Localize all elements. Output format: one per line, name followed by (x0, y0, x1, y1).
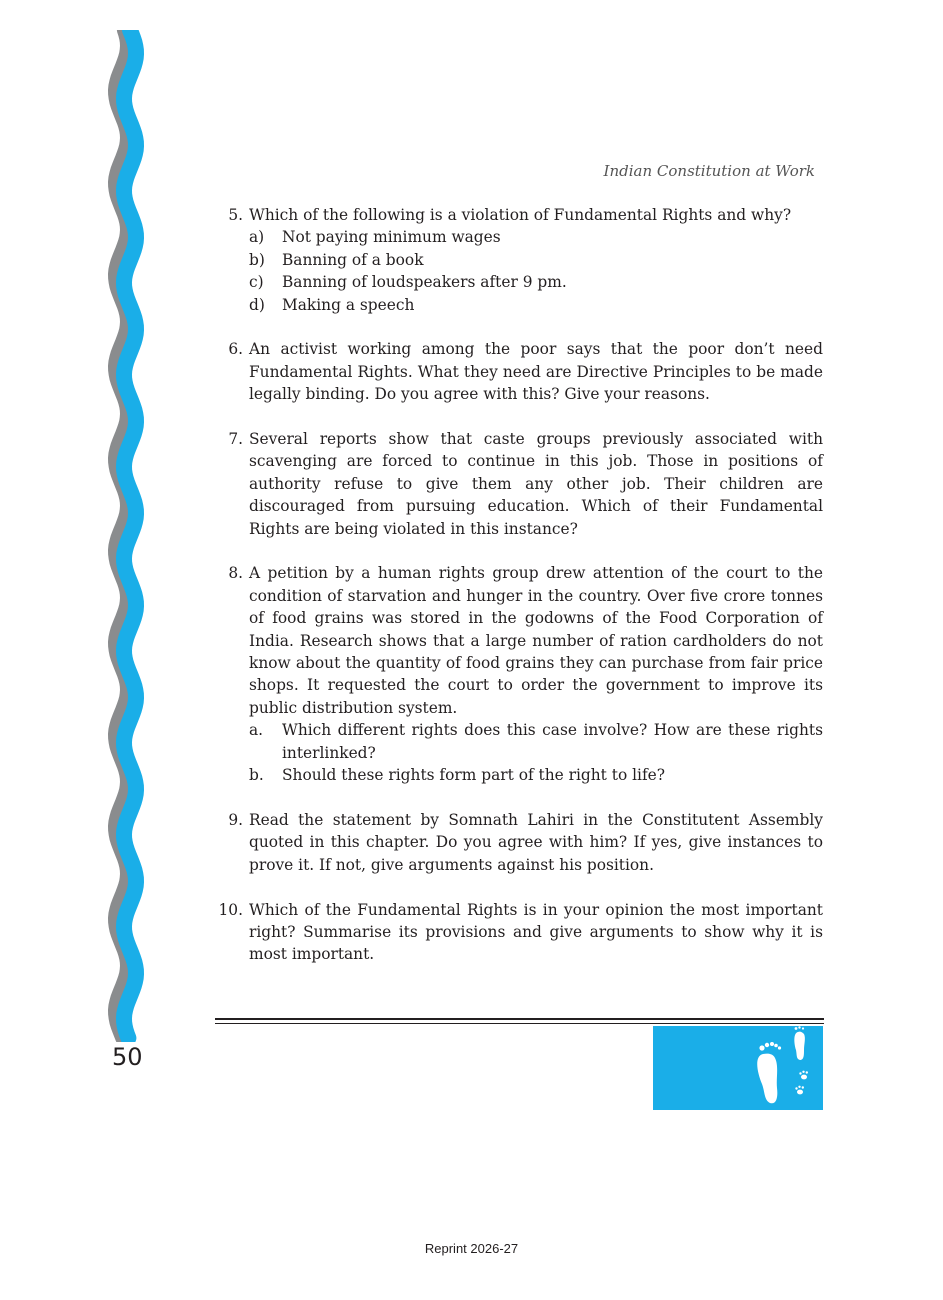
question-text: Several reports show that caste groups previously associated with scavenging are forced to continue in this job. Those in positions of authority refuse to give them any other job. Their children are discouraged from pursuing education. Which of their Fundamental Rights are being violated in this instance? (249, 430, 823, 538)
option-label: c) (249, 273, 264, 292)
margin-wave-ribbon (100, 30, 160, 1042)
option-label: d) (249, 295, 265, 314)
option-b (249, 249, 823, 271)
option-c (249, 271, 823, 293)
footer-rule-thin (215, 1023, 824, 1024)
option-label: b) (249, 250, 265, 269)
option-a (249, 719, 823, 764)
question-10 (215, 899, 823, 966)
reprint-notice: Reprint 2026-27 (424, 1241, 519, 1256)
option-text: Which different rights does this case involve? How are these rights interlinked? (282, 721, 823, 762)
question-8 (215, 562, 823, 786)
question-number: 5. (228, 206, 243, 224)
question-number: 7. (228, 430, 243, 449)
option-b (249, 764, 823, 786)
option-text: Should these rights form part of the right to life? (282, 766, 666, 785)
question-6 (215, 338, 823, 405)
option-text: Making a speech (282, 295, 415, 314)
option-list (249, 719, 823, 786)
option-label: b. (249, 766, 264, 785)
option-label: a) (249, 228, 265, 247)
question-9 (215, 809, 823, 876)
question-text: A petition by a human rights group drew attention of the court to the condition of starvation and hunger in the country. Over five crore tonnes of food grains was stored in the godowns of the Food Corporation of India. Research shows that a large number of ration cardholders do not know about the quantity of food grains they can purchase from fair price shops. It requested the court to order the government to improve its public distribution system. (249, 564, 823, 717)
question-number: 6. (228, 340, 243, 359)
option-label: a. (249, 721, 264, 740)
question-list (215, 204, 823, 988)
option-d (249, 294, 823, 316)
footprint-panel (653, 1026, 823, 1110)
question-text: Read the statement by Somnath Lahiri in the Constitutent Assembly quoted in this chapter. Do you agree with him? If yes, give instances to prove it. If not, give arguments against his position. (249, 810, 823, 874)
option-text: Not paying minimum wages (282, 228, 501, 247)
question-text: Which of the Fundamental Rights is in your opinion the most important right? Summarise its provisions and give arguments to show why it is most important. (249, 900, 823, 964)
question-number: 8. (228, 564, 243, 583)
option-text: Banning of loudspeakers after 9 pm. (282, 273, 567, 292)
question-number: 9. (228, 810, 243, 829)
question-text: Which of the following is a violation of Fundamental Rights and why? (249, 206, 792, 224)
option-a (249, 226, 823, 248)
page-number: 50 (112, 1043, 143, 1071)
question-text: An activist working among the poor says that the poor don’t need Fundamental Rights. What they need are Directive Principles to be made legally binding. Do you agree with this? Give your reasons. (249, 340, 823, 404)
footer-rule-thick (215, 1018, 824, 1020)
question-5 (215, 204, 823, 316)
option-list (249, 226, 823, 316)
option-text: Banning of a book (282, 250, 424, 269)
running-head: Indian Constitution at Work (603, 162, 815, 180)
question-7 (215, 428, 823, 540)
footprints-icon (653, 1026, 823, 1110)
question-number: 10. (218, 900, 243, 919)
